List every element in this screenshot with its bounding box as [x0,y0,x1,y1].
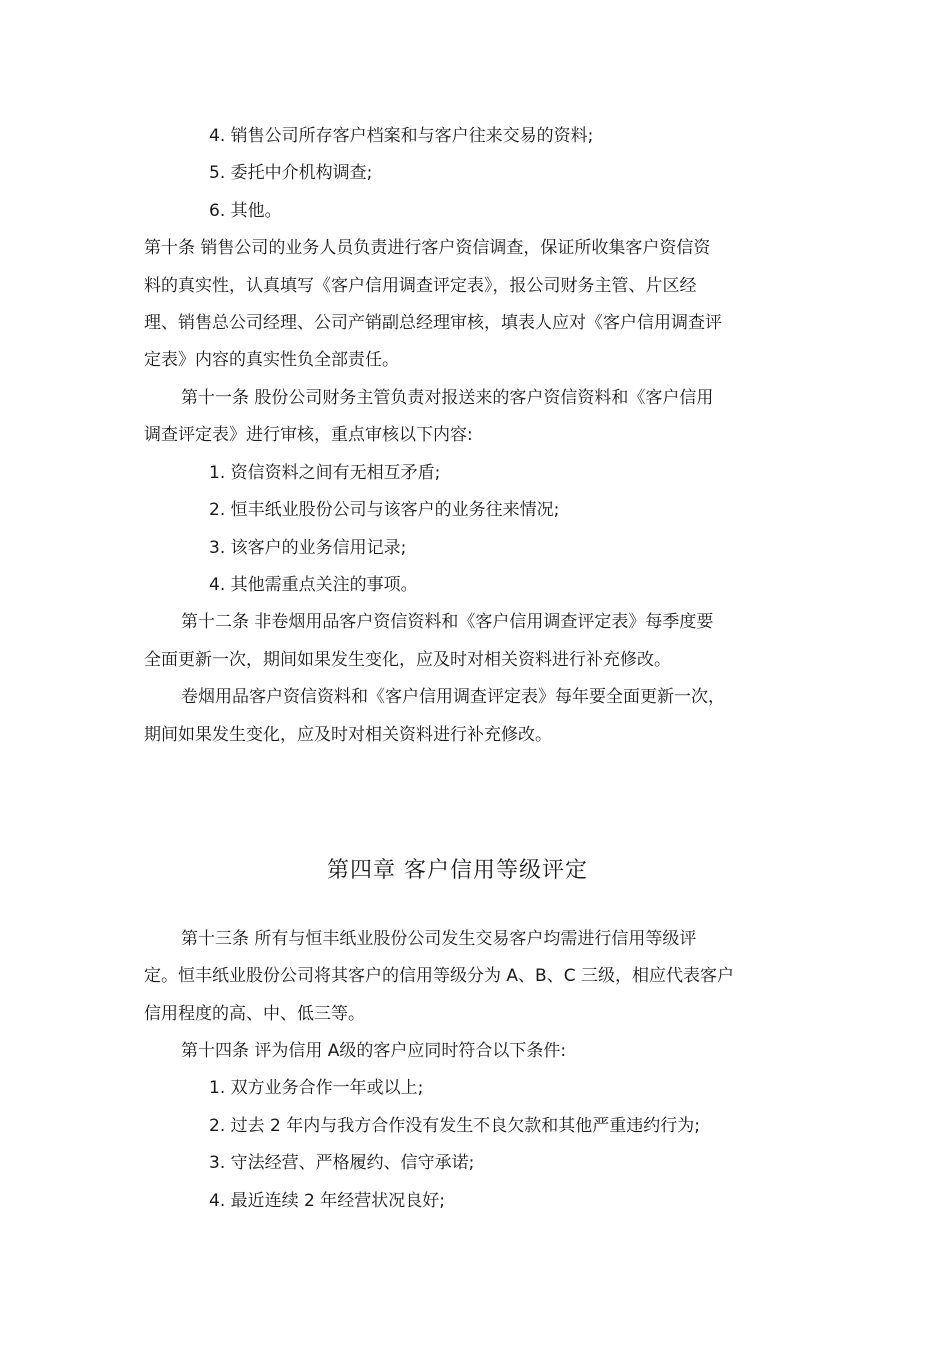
list-item: 3. 该客户的业务信用记录; [209,538,407,558]
list-item: 4. 销售公司所存客户档案和与客户往来交易的资料; [209,126,594,146]
list-item: 4. 其他需重点关注的事项。 [209,575,418,595]
paragraph-line: 调查评定表》进行审核，重点审核以下内容: [144,425,473,445]
chapter-heading: 第四章 客户信用等级评定 [327,858,588,883]
list-item: 4. 最近连续 2 年经营状况良好; [209,1191,445,1211]
article-14-text: 第十四条 评为信用 A级的客户应同时符合以下条件: [181,1041,567,1061]
article-11-text: 第十一条 股份公司财务主管负责对报送来的客户资信资料和《客户信用 [181,388,714,408]
list-item: 6. 其他。 [209,201,282,221]
article-10-text: 第十条 销售公司的业务人员负责进行客户资信调查，保证所收集客户资信资 [144,238,711,258]
paragraph-line: 定表》内容的真实性负全部责任。 [144,350,399,370]
list-item: 1. 资信资料之间有无相互矛盾; [209,463,441,483]
list-item: 2. 过去 2 年内与我方合作没有发生不良欠款和其他严重违约行为; [209,1116,700,1136]
paragraph-line: 信用程度的高、中、低三等。 [144,1004,365,1024]
list-item: 2. 恒丰纸业股份公司与该客户的业务往来情况; [209,500,560,520]
list-item: 5. 委托中介机构调查; [209,163,373,183]
paragraph-line: 期间如果发生变化，应及时对相关资料进行补充修改。 [144,725,552,745]
paragraph-line: 卷烟用品客户资信资料和《客户信用调查评定表》每年要全面更新一次， [181,687,725,707]
paragraph-line: 料的真实性，认真填写《客户信用调查评定表》，报公司财务主管、片区经 [144,276,697,296]
paragraph-line: 定。恒丰纸业股份公司将其客户的信用等级分为 A、B、C 三级，相应代表客户 [144,966,734,986]
list-item: 3. 守法经营、严格履约、信守承诺; [209,1153,475,1173]
article-12-text: 第十二条 非卷烟用品客户资信资料和《客户信用调查评定表》每季度要 [181,612,714,632]
article-13-text: 第十三条 所有与恒丰纸业股份公司发生交易客户均需进行信用等级评 [181,929,697,949]
list-item: 1. 双方业务合作一年或以上; [209,1078,424,1098]
paragraph-line: 理、销售总公司经理、公司产销副总经理审核，填表人应对《客户信用调查评 [144,313,722,333]
paragraph-line: 全面更新一次，期间如果发生变化，应及时对相关资料进行补充修改。 [144,650,671,670]
